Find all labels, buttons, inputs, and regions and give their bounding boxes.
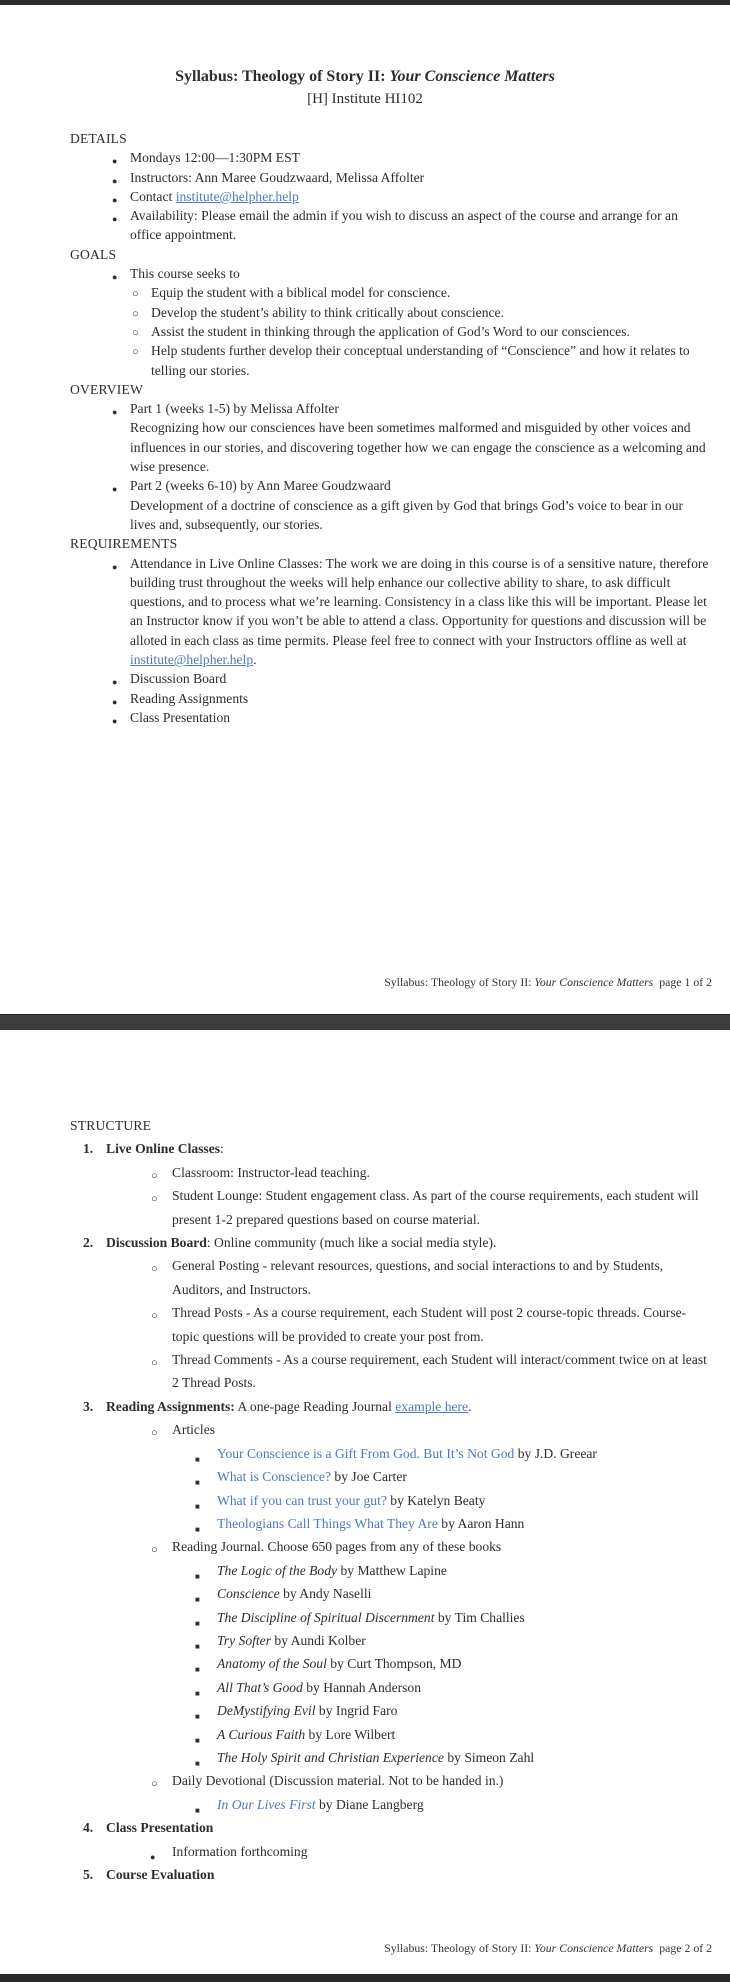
article-link[interactable]: What if you can trust your gut? bbox=[217, 1492, 387, 1508]
section-heading-overview: OVERVIEW bbox=[70, 381, 143, 397]
structure-subitem-text: Thread Comments - As a course requirement, each Student will interact/comment twice on at least 2 Thread Posts. bbox=[172, 1352, 707, 1391]
detail-schedule bbox=[70, 148, 712, 167]
book-author: by Tim Challies bbox=[434, 1609, 525, 1625]
structure-item-period: . bbox=[468, 1398, 472, 1414]
list-number: 4. bbox=[83, 1820, 94, 1836]
book-title: Conscience bbox=[217, 1586, 280, 1602]
book-title: The Holy Spirit and Christian Experience bbox=[217, 1749, 444, 1765]
book-author: by Simeon Zahl bbox=[443, 1749, 535, 1765]
contact-email-link[interactable]: institute@helpher.help bbox=[175, 188, 299, 204]
structure-item-course-evaluation bbox=[70, 1863, 712, 1886]
page2-footer bbox=[384, 1937, 712, 1960]
goal-item-text: Help students further develop their conceptual understanding of “Conscience” and how it relates to telling our stories. bbox=[151, 343, 690, 378]
goal-item bbox=[70, 283, 712, 302]
footer-title: Syllabus: Theology of Story II: bbox=[384, 1940, 535, 1955]
article-item bbox=[70, 1512, 712, 1535]
section-heading-goals: GOALS bbox=[70, 246, 117, 262]
requirement-item-text: Reading Assignments bbox=[130, 690, 249, 706]
book-item bbox=[70, 1559, 712, 1582]
structure-item-text: A one-page Reading Journal bbox=[234, 1398, 396, 1414]
structure-subitem bbox=[70, 1184, 712, 1231]
book-item bbox=[70, 1629, 712, 1652]
book-author: by Curt Thompson, MD bbox=[326, 1656, 462, 1672]
section-heading-structure: STRUCTURE bbox=[70, 1118, 152, 1133]
devotional-label bbox=[70, 1769, 712, 1792]
book-author: by Andy Naselli bbox=[279, 1586, 372, 1602]
book-item bbox=[70, 1582, 712, 1605]
structure-subitem-text: Student Lounge: Student engagement class. As part of the course requirements, each student will present 1-2 prepared questions based on course material. bbox=[172, 1188, 699, 1227]
list-number: 2. bbox=[83, 1235, 94, 1251]
structure-item-label: Live Online Classes bbox=[106, 1141, 221, 1157]
requirement-attendance bbox=[70, 554, 712, 670]
article-author: by J.D. Greear bbox=[514, 1445, 597, 1461]
book-author: by Ingrid Faro bbox=[315, 1703, 398, 1719]
overview-part1-desc: Recognizing how our consciences have been sometimes malformed and misguided by other voices and influences in our stories, and discovering together how we can engage the conscience as a welcoming and wise presence. bbox=[130, 420, 706, 475]
section-heading-requirements: REQUIREMENTS bbox=[70, 536, 178, 552]
requirement-item-text: Discussion Board bbox=[130, 671, 227, 687]
article-link[interactable]: Your Conscience is a Gift From God. But It’s Not God bbox=[217, 1445, 515, 1461]
structure-item-label: Course Evaluation bbox=[106, 1867, 215, 1882]
structure-subitem-text: Information forthcoming bbox=[172, 1843, 308, 1859]
book-title: The Discipline of Spiritual Discernment bbox=[217, 1609, 435, 1625]
structure-item-class-presentation bbox=[70, 1816, 712, 1839]
requirement-item-text: Class Presentation bbox=[130, 709, 231, 725]
requirement-attendance-period: . bbox=[253, 652, 257, 668]
book-title: All That’s Good bbox=[217, 1679, 303, 1695]
structure-subitem-text: General Posting - relevant resources, questions, and social interactions to and by Students, Auditors, and Instructors. bbox=[172, 1258, 664, 1297]
pdf-page-1 bbox=[0, 67, 730, 1014]
requirement-item bbox=[70, 689, 712, 708]
book-author: by Lore Wilbert bbox=[305, 1726, 396, 1742]
detail-availability-text: Availability: Please email the admin if you wish to discuss an aspect of the course and arrange for an office appointment. bbox=[130, 208, 678, 243]
overview-part2-title: ● Part 2 (weeks 6-10) by Ann Maree Goudzwaard bbox=[130, 478, 391, 494]
devotional-label-text: Daily Devotional (Discussion material. Not to be handed in.) bbox=[172, 1773, 504, 1789]
requirement-item bbox=[70, 708, 712, 727]
devotional-author: by Diane Langberg bbox=[315, 1796, 424, 1812]
footer-title: Syllabus: Theology of Story II: bbox=[384, 975, 535, 989]
goal-item bbox=[70, 341, 712, 380]
book-author: by Aundi Kolber bbox=[271, 1632, 366, 1648]
section-heading-details: DETAILS bbox=[70, 131, 127, 146]
overview-part1-title: ● Part 1 (weeks 1-5) by Melissa Affolter bbox=[130, 401, 339, 417]
book-title: Try Softer bbox=[217, 1632, 272, 1648]
attendance-email-link[interactable]: institute@helpher.help bbox=[130, 652, 254, 668]
structure-item-rest: : Online community (much like a social media style). bbox=[206, 1235, 497, 1251]
devotional-item bbox=[70, 1793, 712, 1816]
devotional-book-link[interactable]: In Our Lives First bbox=[217, 1796, 316, 1812]
book-item bbox=[70, 1746, 712, 1769]
structure-subitem-text: Thread Posts - As a course requirement, each Student will post 2 course-topic threads. Course-topic questions will be provided to create your post from. bbox=[172, 1305, 687, 1344]
footer-page-number: page 1 of 2 bbox=[659, 975, 712, 989]
pdf-page-2 bbox=[0, 1030, 730, 1974]
overview-part1 bbox=[70, 399, 712, 476]
structure-subitem bbox=[70, 1840, 712, 1863]
structure-item-reading-assignments bbox=[70, 1395, 712, 1418]
book-title: Anatomy of the Soul bbox=[217, 1656, 327, 1672]
structure-subitem bbox=[70, 1301, 712, 1348]
footer-title-emphasis: Your Conscience Matters bbox=[534, 975, 654, 989]
detail-availability bbox=[70, 206, 712, 245]
article-author: by Katelyn Beaty bbox=[386, 1492, 486, 1508]
article-item bbox=[70, 1489, 712, 1512]
list-number: 3. bbox=[83, 1398, 94, 1414]
goal-item bbox=[70, 322, 712, 341]
book-title: A Curious Faith bbox=[217, 1726, 306, 1742]
goal-item-text: Equip the student with a biblical model for conscience. bbox=[151, 285, 451, 301]
doc-subtitle: [H] Institute HI102 bbox=[307, 91, 423, 107]
page-break-bar bbox=[0, 1014, 730, 1030]
book-item bbox=[70, 1723, 712, 1746]
requirement-attendance-text: Attendance in Live Online Classes: The work we are doing in this course is of a sensitive nature, therefore building trust throughout the weeks will help enhance our collective ability to share, to ask difficult questions, and to process what we’re learning. Consistency in a class like this will be important. Please let an Instructor know if you won’t be able to attend a class. Opportunity for questions and discussion will be alloted in each class as time permits. Please feel free to connect with your Instructors offline as well at bbox=[130, 555, 709, 648]
page1-footer bbox=[384, 975, 712, 990]
detail-schedule-text: Mondays 12:00—1:30PM EST bbox=[130, 150, 300, 166]
book-item bbox=[70, 1606, 712, 1629]
book-item bbox=[70, 1652, 712, 1675]
overview-part2 bbox=[70, 476, 712, 534]
list-number: 1. bbox=[83, 1141, 94, 1157]
requirement-item bbox=[70, 669, 712, 688]
book-item bbox=[70, 1676, 712, 1699]
structure-item-label: Discussion Board bbox=[106, 1235, 207, 1251]
goal-item-text: Assist the student in thinking through the application of God’s Word to our consciences. bbox=[151, 323, 630, 339]
structure-item-label: Reading Assignments: bbox=[106, 1398, 235, 1414]
detail-contact bbox=[70, 187, 712, 206]
goal-item bbox=[70, 303, 712, 322]
goals-intro-text: This course seeks to bbox=[130, 266, 240, 282]
article-link[interactable]: What is Conscience? bbox=[217, 1469, 331, 1485]
book-author: by Hannah Anderson bbox=[302, 1679, 422, 1695]
goals-intro bbox=[70, 264, 712, 283]
footer-page-number: page 2 of 2 bbox=[659, 1940, 712, 1955]
doc-title-text: Syllabus: Theology of Story II: bbox=[175, 68, 390, 85]
structure-subitem bbox=[70, 1161, 712, 1184]
detail-contact-text: Contact bbox=[130, 188, 176, 204]
book-item bbox=[70, 1699, 712, 1722]
viewer-top-bar bbox=[0, 0, 730, 5]
reading-journal-label bbox=[70, 1535, 712, 1558]
reading-journal-label-text: Reading Journal. Choose 650 pages from any of these books bbox=[172, 1539, 502, 1555]
viewer-bottom-bar bbox=[0, 1974, 730, 1982]
goal-item-text: Develop the student’s ability to think critically about conscience. bbox=[151, 304, 504, 320]
page1-body bbox=[70, 129, 712, 727]
article-link[interactable]: Theologians Call Things What They Are bbox=[217, 1515, 438, 1531]
article-item bbox=[70, 1442, 712, 1465]
articles-label bbox=[70, 1418, 712, 1441]
doc-title-emphasis: Your Conscience Matters bbox=[389, 68, 555, 85]
book-title: DeMystifying Evil bbox=[217, 1703, 316, 1719]
article-author: by Joe Carter bbox=[331, 1469, 407, 1485]
structure-subitem-text: Classroom: Instructor-lead teaching. bbox=[172, 1164, 370, 1180]
book-author: by Matthew Lapine bbox=[337, 1562, 447, 1578]
structure-subitem bbox=[70, 1254, 712, 1301]
book-title: The Logic of the Body bbox=[217, 1562, 338, 1578]
articles-label-text: Articles bbox=[172, 1422, 216, 1438]
article-item bbox=[70, 1465, 712, 1488]
structure-item-discussion-board bbox=[70, 1231, 712, 1254]
reading-journal-example-link[interactable]: example here bbox=[395, 1398, 469, 1414]
article-author: by Aaron Hann bbox=[437, 1515, 525, 1531]
structure-item-rest: : bbox=[220, 1141, 224, 1157]
detail-instructors bbox=[70, 168, 712, 187]
list-number: 5. bbox=[83, 1867, 94, 1882]
doc-title bbox=[0, 67, 730, 87]
structure-subitem bbox=[70, 1348, 712, 1395]
structure-item-label: Class Presentation bbox=[106, 1820, 214, 1836]
structure-item-live-classes bbox=[70, 1137, 712, 1160]
overview-part2-desc: Development of a doctrine of conscience as a gift given by God that brings God’s voice to bear in our lives and, subsequently, our stories. bbox=[130, 497, 684, 532]
footer-title-emphasis: Your Conscience Matters bbox=[534, 1940, 654, 1955]
detail-instructors-text: Instructors: Ann Maree Goudzwaard, Melissa Affolter bbox=[130, 169, 425, 185]
